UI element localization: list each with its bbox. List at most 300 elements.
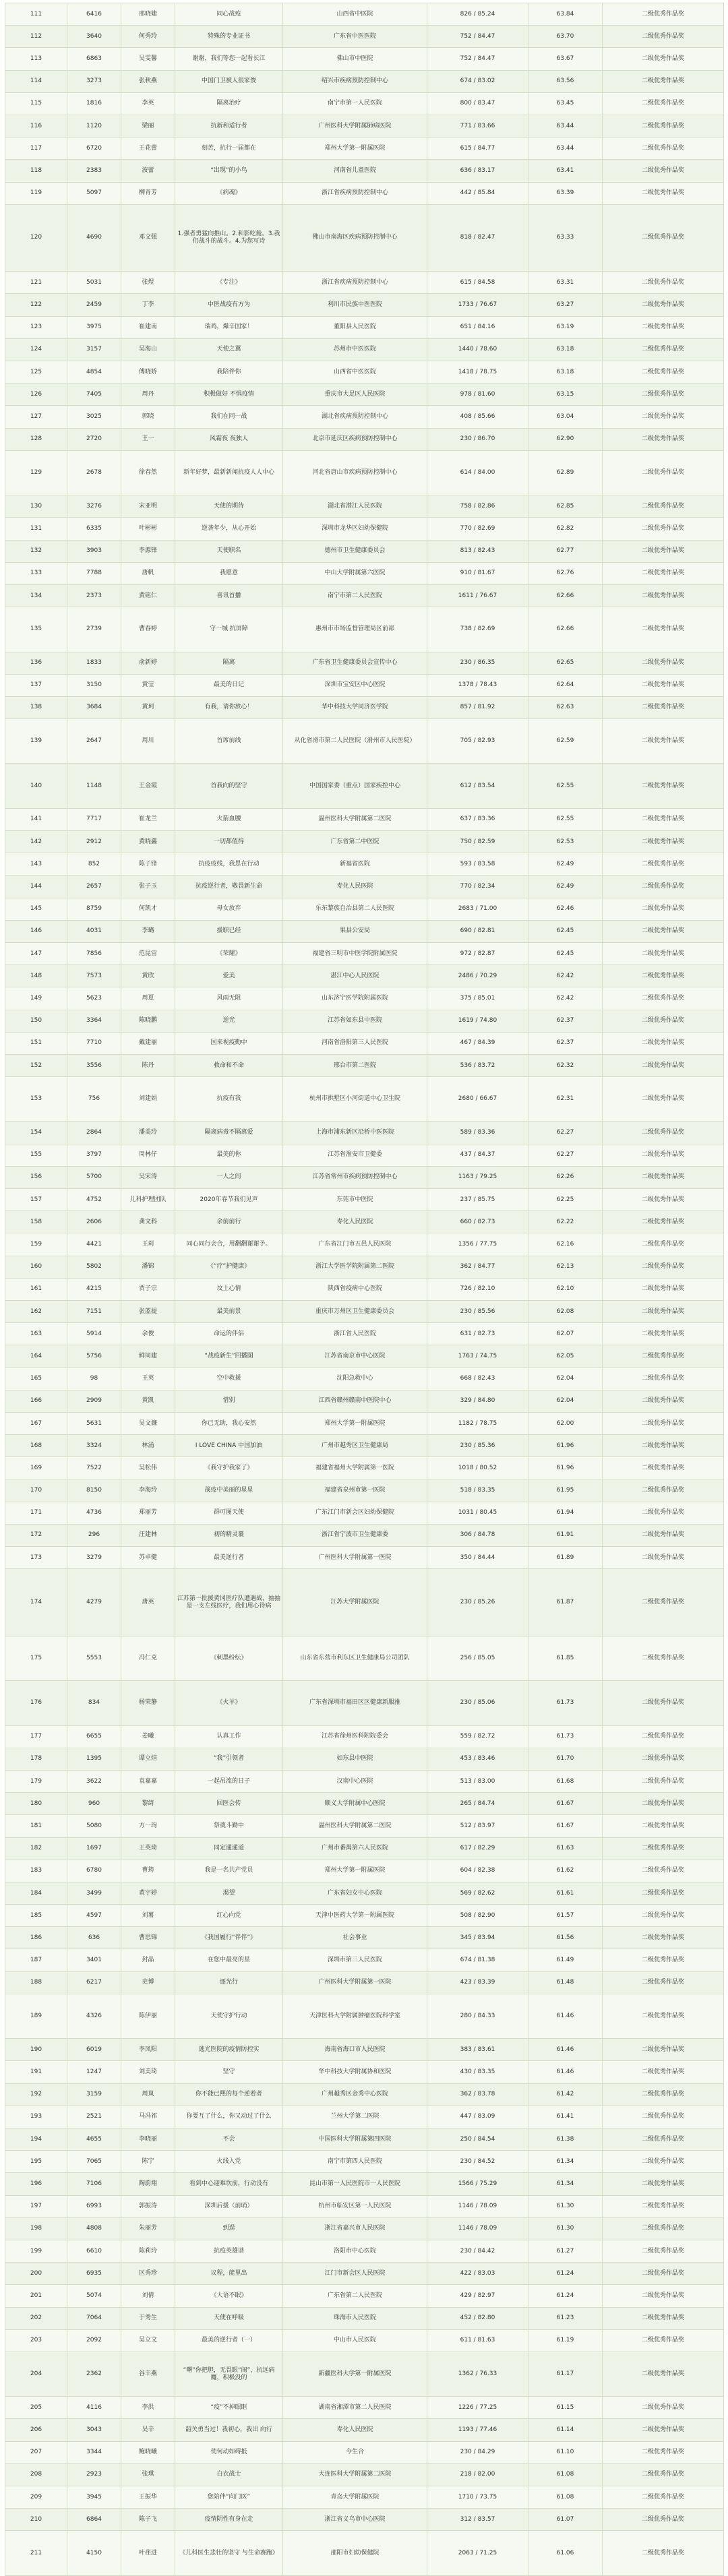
organization-cell: 浙江省嘉兴市人民医院 — [283, 2217, 427, 2240]
organization-cell: 深圳市龙华区妇幼保健院 — [283, 518, 427, 540]
rank-cell: 203 — [5, 2329, 67, 2352]
award-cell: 二级优秀作品奖 — [603, 2083, 724, 2106]
organization-cell: 河北省唐山市疾病预防控制中心 — [283, 450, 427, 495]
total-score-cell: 61.38 — [528, 2128, 603, 2151]
entry-id-cell: 5097 — [67, 182, 121, 204]
work-title-cell: 一人之间 — [175, 1166, 283, 1188]
work-title-cell: 天使的期待 — [175, 495, 283, 518]
table-row — [5, 1770, 724, 1792]
entry-id-cell: 7064 — [67, 2307, 121, 2329]
work-title-cell: 抗疫疫线，我思在行动 — [175, 853, 283, 876]
entry-id-cell: 3364 — [67, 1010, 121, 1032]
votes-score-cell: 306 / 84.78 — [427, 1524, 528, 1546]
table-row — [5, 182, 724, 204]
organization-cell: 上海市浦东新区沿桥中医医院 — [283, 1122, 427, 1144]
entry-id-cell: 8759 — [67, 898, 121, 920]
rank-cell: 134 — [5, 584, 67, 607]
organization-cell: 青岛大学附属医院 — [283, 2486, 427, 2509]
rank-cell: 187 — [5, 1949, 67, 1971]
organization-cell: 江苏大学附属医院 — [283, 1569, 427, 1636]
work-title-cell: 抗疫逆行者，敬畏新生命 — [175, 876, 283, 898]
votes-score-cell: 615 / 84.77 — [427, 137, 528, 160]
author-cell: 李晓丽 — [121, 2128, 175, 2151]
work-title-cell: 母女放弃 — [175, 898, 283, 920]
author-cell: 周林仔 — [121, 1144, 175, 1166]
table-row — [5, 137, 724, 160]
rank-cell: 189 — [5, 1994, 67, 2038]
organization-cell: 河南省洛阳第三人民医院 — [283, 1032, 427, 1054]
work-title-cell: 韶关勇当过！我初心，我出 向行 — [175, 2419, 283, 2441]
rank-cell: 111 — [5, 3, 67, 26]
total-score-cell: 61.95 — [528, 1479, 603, 1502]
work-title-cell: 抗疫有我 — [175, 1077, 283, 1122]
table-row — [5, 272, 724, 294]
table-row — [5, 987, 724, 1010]
table-row — [5, 1368, 724, 1390]
total-score-cell: 61.06 — [528, 2531, 603, 2575]
work-title-cell: 《刺墨纷纭》 — [175, 1636, 283, 1680]
rank-cell: 188 — [5, 1971, 67, 1994]
work-title-cell: 天使在呼吸 — [175, 2307, 283, 2329]
organization-cell: 郑州大学第一附属医院 — [283, 1412, 427, 1434]
votes-score-cell: 1619 / 74.80 — [427, 1010, 528, 1032]
entry-id-cell: 5080 — [67, 1815, 121, 1837]
table-row — [5, 831, 724, 853]
author-cell: 叶彬彬 — [121, 518, 175, 540]
total-score-cell: 63.19 — [528, 316, 603, 338]
entry-id-cell: 4752 — [67, 1189, 121, 1211]
total-score-cell: 62.08 — [528, 1300, 603, 1322]
total-score-cell: 61.49 — [528, 1949, 603, 1971]
table-row — [5, 2128, 724, 2151]
entry-id-cell: 756 — [67, 1077, 121, 1122]
total-score-cell: 62.04 — [528, 1390, 603, 1412]
work-title-cell: 回医会传 — [175, 1793, 283, 1815]
work-title-cell: 1.强者勇猛向推山。2.和影吃舱。3.我们战斗的战斗。4.为您写诗 — [175, 204, 283, 272]
entry-id-cell: 6416 — [67, 3, 121, 26]
organization-cell: 利川市民族中医医院 — [283, 294, 427, 316]
rank-cell: 154 — [5, 1122, 67, 1144]
total-score-cell: 62.89 — [528, 450, 603, 495]
table-row — [5, 2217, 724, 2240]
total-score-cell: 63.84 — [528, 3, 603, 26]
votes-score-cell: 972 / 82.87 — [427, 942, 528, 964]
award-cell: 二级优秀作品奖 — [603, 2128, 724, 2151]
rank-cell: 114 — [5, 70, 67, 92]
rank-cell: 123 — [5, 316, 67, 338]
work-title-cell: 天使守护行动 — [175, 1994, 283, 2038]
work-title-cell: 中医战疫有方为 — [175, 294, 283, 316]
rank-cell: 118 — [5, 160, 67, 182]
work-title-cell: 白衣战士 — [175, 2463, 283, 2486]
award-cell: 二级优秀作品奖 — [603, 652, 724, 674]
votes-score-cell: 1378 / 78.43 — [427, 674, 528, 696]
organization-cell: 江门市新会区人民医院 — [283, 2263, 427, 2285]
total-score-cell: 63.67 — [528, 48, 603, 70]
total-score-cell: 61.19 — [528, 2329, 603, 2352]
work-title-cell: 认真工作 — [175, 1725, 283, 1748]
votes-score-cell: 569 / 82.62 — [427, 1882, 528, 1904]
award-cell: 二级优秀作品奖 — [603, 607, 724, 652]
award-cell: 二级优秀作品奖 — [603, 115, 724, 137]
author-cell: 张煜 — [121, 272, 175, 294]
rank-cell: 136 — [5, 652, 67, 674]
total-score-cell: 63.27 — [528, 294, 603, 316]
table-row — [5, 1144, 724, 1166]
table-row — [5, 2240, 724, 2262]
total-score-cell: 61.15 — [528, 2397, 603, 2419]
author-cell: 陈丹 — [121, 1054, 175, 1076]
award-cell: 二级优秀作品奖 — [603, 70, 724, 92]
work-title-cell: 谢谢，我们等您一起看长江 — [175, 48, 283, 70]
entry-id-cell: 5756 — [67, 1345, 121, 1368]
author-cell: 黄凯 — [121, 1390, 175, 1412]
rank-cell: 142 — [5, 831, 67, 853]
entry-id-cell: 3150 — [67, 674, 121, 696]
author-cell: 陈晓鹏 — [121, 1010, 175, 1032]
rank-cell: 158 — [5, 1211, 67, 1233]
award-cell: 二级优秀作品奖 — [603, 1345, 724, 1368]
rank-cell: 195 — [5, 2151, 67, 2173]
entry-id-cell: 834 — [67, 1681, 121, 1725]
rank-cell: 120 — [5, 204, 67, 272]
entry-id-cell: 5074 — [67, 2285, 121, 2307]
table-row — [5, 1681, 724, 1725]
organization-cell: 东莞市中医院 — [283, 1189, 427, 1211]
table-row — [5, 1077, 724, 1122]
entry-id-cell: 4655 — [67, 2128, 121, 2151]
votes-score-cell: 1018 / 80.52 — [427, 1457, 528, 1479]
total-score-cell: 62.05 — [528, 1345, 603, 1368]
award-cell: 二级优秀作品奖 — [603, 965, 724, 987]
total-score-cell: 62.53 — [528, 831, 603, 853]
award-cell: 二级优秀作品奖 — [603, 294, 724, 316]
organization-cell: 山东济宁医学院附属医院 — [283, 987, 427, 1010]
author-cell: 王金霞 — [121, 764, 175, 808]
total-score-cell: 62.55 — [528, 764, 603, 808]
award-cell: 二级优秀作品奖 — [603, 2397, 724, 2419]
votes-score-cell: 408 / 85.66 — [427, 406, 528, 428]
award-cell: 二级优秀作品奖 — [603, 1032, 724, 1054]
table-row — [5, 853, 724, 876]
table-row — [5, 26, 724, 48]
award-cell: 二级优秀作品奖 — [603, 1882, 724, 1904]
award-cell: 二级优秀作品奖 — [603, 2039, 724, 2061]
award-cell: 二级优秀作品奖 — [603, 1189, 724, 1211]
votes-score-cell: 758 / 82.86 — [427, 495, 528, 518]
rank-cell: 140 — [5, 764, 67, 808]
votes-score-cell: 910 / 81.67 — [427, 562, 528, 584]
author-cell: 吴海山 — [121, 338, 175, 361]
entry-id-cell: 1833 — [67, 652, 121, 674]
table-row — [5, 450, 724, 495]
author-cell: 傅晓娇 — [121, 361, 175, 384]
work-title-cell: 命运的伴侣 — [175, 1323, 283, 1345]
total-score-cell: 62.59 — [528, 719, 603, 764]
entry-id-cell: 3279 — [67, 1547, 121, 1569]
author-cell: 何秀玲 — [121, 26, 175, 48]
votes-score-cell: 593 / 83.58 — [427, 853, 528, 876]
total-score-cell: 61.08 — [528, 2463, 603, 2486]
rank-cell: 178 — [5, 1748, 67, 1770]
award-cell: 二级优秀作品奖 — [603, 48, 724, 70]
table-row — [5, 2285, 724, 2307]
rank-cell: 152 — [5, 1054, 67, 1076]
organization-cell: 果县公安局 — [283, 920, 427, 942]
results-table-body — [5, 3, 724, 2576]
rank-cell: 129 — [5, 450, 67, 495]
rank-cell: 116 — [5, 115, 67, 137]
work-title-cell: 红心向党 — [175, 1905, 283, 1927]
award-cell: 二级优秀作品奖 — [603, 1256, 724, 1278]
work-title-cell: 《火羊》 — [175, 1681, 283, 1725]
organization-cell: 寿化人民医院 — [283, 1211, 427, 1233]
organization-cell: 顺义大学附属中心医院 — [283, 1793, 427, 1815]
votes-score-cell: 256 / 85.05 — [427, 1636, 528, 1680]
award-cell: 二级优秀作品奖 — [603, 1010, 724, 1032]
entry-id-cell: 2909 — [67, 1390, 121, 1412]
table-row — [5, 942, 724, 964]
votes-score-cell: 1356 / 77.75 — [427, 1233, 528, 1256]
organization-cell: 南宁市第一人民医院 — [283, 92, 427, 115]
author-cell: 鲜同建 — [121, 1345, 175, 1368]
votes-score-cell: 1418 / 78.75 — [427, 361, 528, 384]
entry-id-cell: 4031 — [67, 920, 121, 942]
organization-cell: 郑州大学第一附属医院 — [283, 137, 427, 160]
rank-cell: 179 — [5, 1770, 67, 1792]
total-score-cell: 62.25 — [528, 1189, 603, 1211]
table-row — [5, 2509, 724, 2531]
total-score-cell: 62.04 — [528, 1368, 603, 1390]
votes-score-cell: 230 / 84.29 — [427, 2441, 528, 2463]
entry-id-cell: 2657 — [67, 876, 121, 898]
work-title-cell: 群可图天使 — [175, 1502, 283, 1524]
work-title-cell: 2020年春节我们见声 — [175, 1189, 283, 1211]
rank-cell: 149 — [5, 987, 67, 1010]
total-score-cell: 62.66 — [528, 607, 603, 652]
total-score-cell: 62.45 — [528, 942, 603, 964]
votes-score-cell: 442 / 85.84 — [427, 182, 528, 204]
total-score-cell: 63.44 — [528, 137, 603, 160]
table-row — [5, 1189, 724, 1211]
votes-score-cell: 230 / 85.56 — [427, 1300, 528, 1322]
work-title-cell: 隔离 — [175, 652, 283, 674]
organization-cell: 湖南省湘潭市第二人民医院 — [283, 2397, 427, 2419]
votes-score-cell: 690 / 82.81 — [427, 920, 528, 942]
work-title-cell: 新年好梦，最新新闻抗疫人人中心 — [175, 450, 283, 495]
rank-cell: 176 — [5, 1681, 67, 1725]
work-title-cell: 刻苦，抗行一届都在 — [175, 137, 283, 160]
votes-score-cell: 2683 / 71.00 — [427, 898, 528, 920]
rank-cell: 157 — [5, 1189, 67, 1211]
rank-cell: 150 — [5, 1010, 67, 1032]
rank-cell: 130 — [5, 495, 67, 518]
votes-score-cell: 265 / 84.74 — [427, 1793, 528, 1815]
table-row — [5, 1010, 724, 1032]
work-title-cell: 一切都值得 — [175, 831, 283, 853]
entry-id-cell: 3797 — [67, 1144, 121, 1166]
author-cell: 黄珂 — [121, 696, 175, 718]
author-cell: 宋亚明 — [121, 495, 175, 518]
award-cell: 二级优秀作品奖 — [603, 2285, 724, 2307]
organization-cell: 广东省深圳市福田区区健康新服推 — [283, 1681, 427, 1725]
award-cell: 二级优秀作品奖 — [603, 316, 724, 338]
work-title-cell: 最美的日记 — [175, 674, 283, 696]
author-cell: 儿科护理团队 — [121, 1189, 175, 1211]
total-score-cell: 61.96 — [528, 1457, 603, 1479]
author-cell: 崔龙兰 — [121, 808, 175, 830]
votes-score-cell: 230 / 84.52 — [427, 2151, 528, 2173]
entry-id-cell: 2383 — [67, 160, 121, 182]
author-cell: 余俊 — [121, 1323, 175, 1345]
rank-cell: 119 — [5, 182, 67, 204]
table-row — [5, 1166, 724, 1188]
award-cell: 二级优秀作品奖 — [603, 495, 724, 518]
rank-cell: 148 — [5, 965, 67, 987]
work-title-cell: 首席前线 — [175, 719, 283, 764]
table-row — [5, 2106, 724, 2128]
rank-cell: 159 — [5, 1233, 67, 1256]
total-score-cell: 61.68 — [528, 1770, 603, 1792]
entry-id-cell: 3324 — [67, 1435, 121, 1457]
votes-score-cell: 636 / 83.17 — [427, 160, 528, 182]
results-table-container — [5, 3, 723, 2556]
total-score-cell: 62.77 — [528, 540, 603, 562]
author-cell: 丁李 — [121, 294, 175, 316]
rank-cell: 151 — [5, 1032, 67, 1054]
votes-score-cell: 1031 / 80.45 — [427, 1502, 528, 1524]
votes-score-cell: 230 / 85.36 — [427, 1435, 528, 1457]
table-row — [5, 2352, 724, 2396]
entry-id-cell: 852 — [67, 853, 121, 876]
rank-cell: 211 — [5, 2531, 67, 2575]
rank-cell: 138 — [5, 696, 67, 718]
author-cell: 范昆宙 — [121, 942, 175, 964]
votes-score-cell: 430 / 83.35 — [427, 2061, 528, 2083]
organization-cell: 绍兴市疾病预防控制中心 — [283, 70, 427, 92]
award-cell: 二级优秀作品奖 — [603, 2307, 724, 2329]
rank-cell: 184 — [5, 1882, 67, 1904]
work-title-cell: 同心战疫 — [175, 3, 283, 26]
work-title-cell: “出现”的小鸟 — [175, 160, 283, 182]
work-title-cell: 一起吊流的日子 — [175, 1770, 283, 1792]
work-title-cell: 最美的你 — [175, 1144, 283, 1166]
rank-cell: 133 — [5, 562, 67, 584]
award-cell: 二级优秀作品奖 — [603, 272, 724, 294]
work-title-cell: 我愿意 — [175, 562, 283, 584]
table-row — [5, 719, 724, 764]
author-cell: 吴文濂 — [121, 1412, 175, 1434]
votes-score-cell: 770 / 82.69 — [427, 518, 528, 540]
entry-id-cell: 3945 — [67, 2486, 121, 2509]
entry-id-cell: 6780 — [67, 1860, 121, 1882]
rank-cell: 155 — [5, 1144, 67, 1166]
table-row — [5, 3, 724, 26]
total-score-cell: 61.30 — [528, 2217, 603, 2240]
rank-cell: 128 — [5, 428, 67, 450]
organization-cell: 杭州市临安区第一人民医院 — [283, 2195, 427, 2217]
organization-cell: 湖北省潜江人民医院 — [283, 495, 427, 518]
entry-id-cell: 3556 — [67, 1054, 121, 1076]
entry-id-cell: 2092 — [67, 2329, 121, 2352]
votes-score-cell: 752 / 84.47 — [427, 48, 528, 70]
total-score-cell: 62.32 — [528, 1054, 603, 1076]
organization-cell: 河南省儿童医院 — [283, 160, 427, 182]
entry-id-cell: 1247 — [67, 2061, 121, 2083]
entry-id-cell: 1816 — [67, 92, 121, 115]
total-score-cell: 62.63 — [528, 696, 603, 718]
entry-id-cell: 2606 — [67, 1211, 121, 1233]
total-score-cell: 63.04 — [528, 406, 603, 428]
author-cell: 吴宋涛 — [121, 1166, 175, 1188]
votes-score-cell: 2680 / 66.67 — [427, 1077, 528, 1122]
total-score-cell: 62.66 — [528, 584, 603, 607]
votes-score-cell: 429 / 82.97 — [427, 2285, 528, 2307]
entry-id-cell: 5553 — [67, 1636, 121, 1680]
author-cell: 谷丰燕 — [121, 2352, 175, 2396]
table-row — [5, 48, 724, 70]
entry-id-cell: 3025 — [67, 406, 121, 428]
total-score-cell: 62.31 — [528, 1077, 603, 1122]
author-cell: 李璐 — [121, 920, 175, 942]
votes-score-cell: 674 / 81.38 — [427, 1949, 528, 1971]
author-cell: 龚文科 — [121, 1211, 175, 1233]
table-row — [5, 652, 724, 674]
rank-cell: 144 — [5, 876, 67, 898]
rank-cell: 164 — [5, 1345, 67, 1368]
rank-cell: 167 — [5, 1412, 67, 1434]
table-row — [5, 1748, 724, 1770]
votes-score-cell: 280 / 84.33 — [427, 1994, 528, 2038]
organization-cell: 广东省江门市五邑人民医院 — [283, 1233, 427, 1256]
award-cell: 二级优秀作品奖 — [603, 1748, 724, 1770]
rank-cell: 205 — [5, 2397, 67, 2419]
work-title-cell: 到逞 — [175, 2217, 283, 2240]
entry-id-cell: 3344 — [67, 2441, 121, 2463]
author-cell: 黄晓鑫 — [121, 831, 175, 853]
work-title-cell: 我是一名共产党员 — [175, 1860, 283, 1882]
votes-score-cell: 1611 / 76.67 — [427, 584, 528, 607]
award-cell: 二级优秀作品奖 — [603, 853, 724, 876]
votes-score-cell: 813 / 82.43 — [427, 540, 528, 562]
organization-cell: 温州医科大学附属第二医院 — [283, 1815, 427, 1837]
rank-cell: 190 — [5, 2039, 67, 2061]
organization-cell: 中山市人民医院 — [283, 2329, 427, 2352]
rank-cell: 169 — [5, 1457, 67, 1479]
votes-score-cell: 738 / 82.69 — [427, 607, 528, 652]
table-row — [5, 2195, 724, 2217]
award-cell: 二级优秀作品奖 — [603, 1502, 724, 1524]
award-cell: 二级优秀作品奖 — [603, 764, 724, 808]
table-row — [5, 2463, 724, 2486]
work-title-cell: 抗新和适行者 — [175, 115, 283, 137]
table-row — [5, 294, 724, 316]
rank-cell: 161 — [5, 1278, 67, 1300]
work-title-cell: 特殊的专业证书 — [175, 26, 283, 48]
entry-id-cell: 2912 — [67, 831, 121, 853]
award-cell: 二级优秀作品奖 — [603, 1860, 724, 1882]
organization-cell: 陕西省疫病中心医院 — [283, 1278, 427, 1300]
award-cell: 二级优秀作品奖 — [603, 1725, 724, 1748]
organization-cell: 德州市卫生健康委员会 — [283, 540, 427, 562]
total-score-cell: 62.07 — [528, 1323, 603, 1345]
votes-score-cell: 1362 / 76.33 — [427, 2352, 528, 2396]
votes-score-cell: 750 / 82.59 — [427, 831, 528, 853]
work-title-cell: 同心同行会合，用翻翻谢谢予。 — [175, 1233, 283, 1256]
award-cell: 二级优秀作品奖 — [603, 2463, 724, 2486]
total-score-cell: 63.18 — [528, 361, 603, 384]
work-title-cell: 火箭血腰 — [175, 808, 283, 830]
